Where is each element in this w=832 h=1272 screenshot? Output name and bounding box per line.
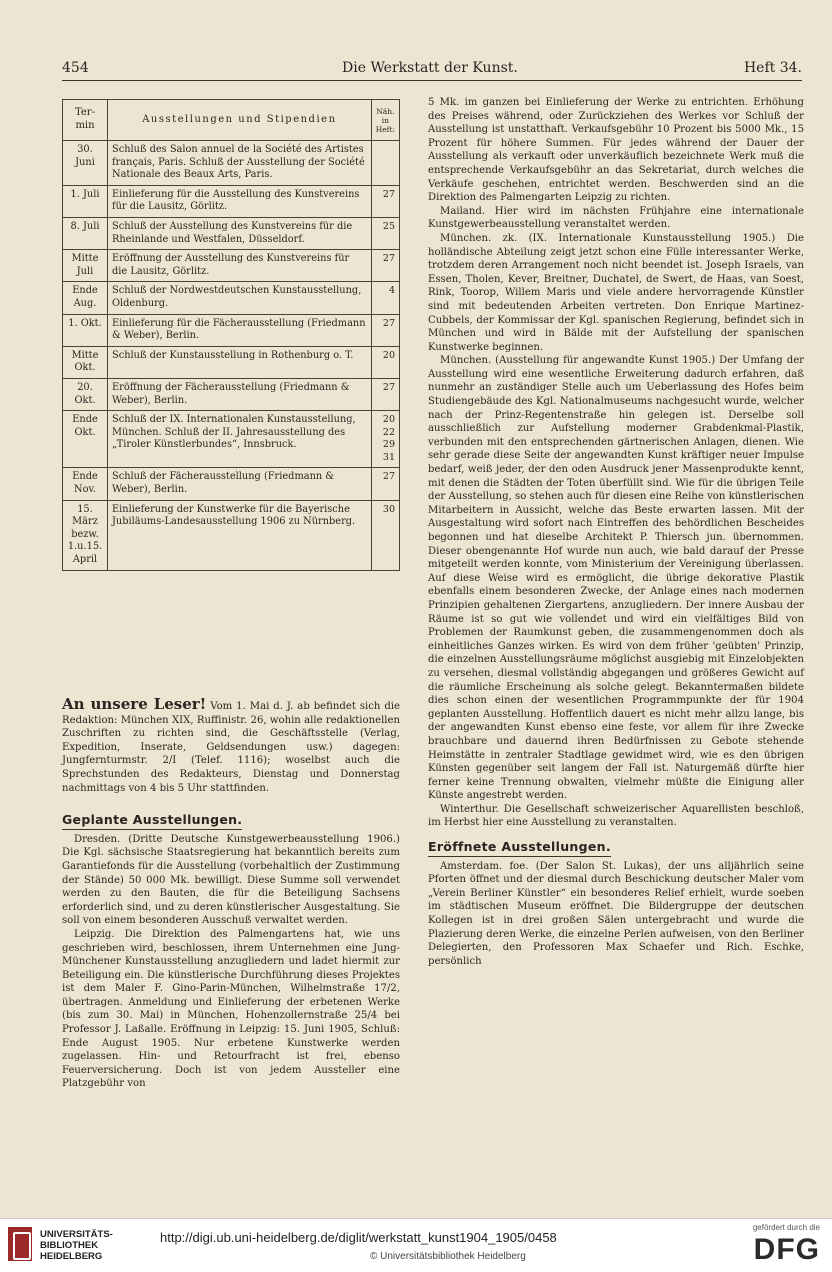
row-text: Einlieferung für die Ausstellung des Kunstvereins für die Lausitz, Görlitz. xyxy=(108,185,372,217)
row-text: Schluß der Nordwestdeutschen Kunstausstellung, Oldenburg. xyxy=(108,282,372,314)
funding-note: gefördert durch die xyxy=(752,1223,820,1232)
paragraph-winterthur: Winterthur. Die Gesellschaft schweizerischer Aquarellisten beschloß, im Herbst hier eine Ausstellung zu veranstalten. xyxy=(428,803,804,829)
table-row xyxy=(63,185,400,217)
paragraph-continued: 5 Mk. im ganzen bei Einlieferung der Werke zu entrichten. Erhöhung des Preises während, oder Zurückziehen des Werkes vor Schluß der Ausstellung ist unstatthaft. Verkaufsgebühr 10 Prozent bis 5000 Mk., 15 Prozent für höhere Summen. Für jedes während der Dauer der Ausstellung als verkauft oder unverkäuflich bezeichnete Werk muß die entsprechende Verkaufsgebühr an das Sekretariat, durch welches die Verkäufe geschehen, entrichtet werden. Beschwerden sind an die Direktion des Palmengarten Leipzig zu richten. xyxy=(428,97,804,204)
copyright-notice: © Universitätsbibliothek Heidelberg xyxy=(370,1251,526,1262)
paragraph-amsterdam: Amsterdam. foe. (Der Salon St. Lukas), der uns alljährlich seine Pforten öffnet und der diesmal durch Beschickung deutscher Maler vom „Verein Berliner Künstler“ ein besonderes Relief erhielt, wurde soeben im städtischen Museum eröffnet. Die Bildergruppe der deutschen Kollegen ist in drei großen Sälen untergebracht und wurde die Plazierung deren Werke, die einzelne Perlen aufweisen, von den Berliner Delegierten, den Professoren Max Schaefer und Rich. Eschke, persönlich xyxy=(428,860,804,967)
table-row xyxy=(63,346,400,378)
paragraph-muenchen-2: München. (Ausstellung für angewandte Kunst 1905.) Der Umfang der Ausstellung wird eine wesentliche Erweiterung dadurch erfahren, daß nunmehr an zuständiger Stelle auch um Ueberlassung des Hofes beim Studiengebäude des Kgl. Nationalmuseums nachgesucht wurde, welcher nach der Prinz-Regentenstraße hin gelegen ist. Derselbe soll ausschließlich zur Aufstellung moderner Grabdenkmal-Plastik, verbunden mit den entsprechenden gärtnerischen Anlagen, dienen. Wie sehr gerade diese Seite der angewandten Kunst kräftiger neuer Impulse bedarf, weiß jeder, der den oden Ausdruck jener Massenprodukte kennt, mit denen die Städten der Toten überfüllt sind. Wie für die übrigen Teile der Ausstellung, so stehen auch für diesen eine Reihe von künstlerischen Mitarbeitern in Aussicht, welche das Beste erwarten lassen. Mit der Ausgestaltung wird sofort nach Eintreffen des behördlichen Bescheides begonnen und hat dieselbe Architekt P. Thiersch jun. übernommen. Dieser obengenannte Hof wurde nun auch, wie bald darauf der Presse mitgeteilt werden konnte, vom Ministerium der Vereinigung überlassen. Auf diese Weise wird es ermöglicht, die übrige dekorative Plastik ebenfalls einem besonderen Zwecke, der Anlage eines nach modernen Prinzipien gehaltenen Ziergartens, anzugliedern. Der innere Ausbau der Räume ist so gut wie vollendet und wird ein vielfältiges Bild von Problemen der Raumkunst geben, die zusammengenommen doch als einheitliches Ganzes wirken. Es wird von dem früher 'geübten' Prinzip, die einzelnen Ausstellungsräume möglichst ausgiebig mit Einzelobjekten zu versehen, diesmal vollständig abgegangen und größeres Gewicht auf die räumliche Erscheinung als solche gelegt. Bekanntermaßen bildete dies schon einen der wesentlichen Programmpunkte der für 1904 geplanten Ausstellung. Hoffentlich dauert es nicht mehr allzu lange, bis der angewandten Kunst ebenso eine feste, vor allem für ihre Zwecke brauchbare und dauernd ihren Bedürfnissen zu Gebote stehende Heimstätte in zentraler Stadtlage gewidmet wird, wie es den übrigen Künsten gegenüber seit langem der Fall ist. Naturgemäß dürfte hier ferner keine Trennung obwalten, vielmehr müßte die Einigung aller Künste angestrebt werden. xyxy=(428,355,804,802)
dfg-logo: DFG xyxy=(753,1233,820,1266)
running-header xyxy=(62,52,802,81)
section-heading-planned: Geplante Ausstellungen. xyxy=(62,813,400,827)
row-date: Mitte Juli xyxy=(63,250,108,282)
row-text: Schluß der Fächerausstellung (Friedmann & Weber), Berlin. xyxy=(108,468,372,500)
table-row xyxy=(63,468,400,500)
notice-text: Vom 1. Mai d. J. ab befindet sich die Redaktion: München XIX, Ruffinistr. 26, wohin alle redaktionellen Zuschriften zu richten sind, die Geschäftsstelle (Verlag, Expedition, Inserate, Geldsendungen usw.) dagegen: Jungfernturmstr. 2/I (Telef. 1116); woselbst auch die Sprechstunden des Redakteurs, Dienstag und Donnerstag nachmittags von 4 bis 5 Uhr stattfinden. xyxy=(62,701,400,794)
row-text: Eröffnung der Ausstellung des Kunstvereins für die Lausitz, Görlitz. xyxy=(108,250,372,282)
row-date: 8. Juli xyxy=(63,217,108,249)
table-row xyxy=(63,141,400,186)
row-text: Einlieferung für die Fächerausstellung (Friedmann & Weber), Berlin. xyxy=(108,314,372,346)
paragraph-leipzig: Leipzig. Die Direktion des Palmengartens hat, wie uns geschrieben wird, beschlossen, ihrem Unternehmen eine Jung-Münchener Kunstausstellung anzugliedern und ladet hiermit zur Beteiligung ein. Die künstlerische Durchführung dieses Projektes ist dem Maler F. Gino-Parin-München, Wilhelmstraße 17/2, übertragen. Anmeldung und Einlieferung der erbetenen Werke (bis zum 30. Mai) in München, Hohenzollernstraße 25/4 bei Professor J. Laßalle. Eröffnung in Leipzig: 15. Juni 1905, Schluß: Ende August 1905. Nur erbetene Kunstwerke werden zugelassen. Hin- und Retourfracht ist frei, ebenso Feuerversicherung. Doch ist von jedem Aussteller eine Platzgebühr von xyxy=(62,928,400,1090)
row-page: 27 xyxy=(371,185,399,217)
row-date: Ende Okt. xyxy=(63,411,108,468)
table-row xyxy=(63,411,400,468)
section-heading-opened: Eröffnete Ausstellungen. xyxy=(428,840,804,854)
table-row xyxy=(63,314,400,346)
university-library-logo-icon xyxy=(8,1227,32,1261)
paragraph-dresden: Dresden. (Dritte Deutsche Kunstgewerbeausstellung 1906.) Die Kgl. sächsische Staatsregierung hat bekanntlich bereits zum Garantiefonds für die Ausstellung (vorbehaltlich der Zustimmung der Stände) 50 000 Mk. bewilligt. Diese Summe soll verwendet werden zu den Bauten, die für die Beteiligung Sachsens erforderlich sind, und zu deren künstlerischer Ausgestaltung. Sie soll von einem besonderen Ausschuß verwaltet werden. xyxy=(62,833,400,927)
row-text: Schluß der IX. Internationalen Kunstausstellung, München. Schluß der II. Jahresausstellung des „Tiroler Künstlerbundes“, Innsbruck. xyxy=(108,411,372,468)
col-date-header: Ter-min xyxy=(63,100,108,141)
exhibitions-table xyxy=(62,99,400,571)
table-row xyxy=(63,500,400,570)
row-date: Ende Aug. xyxy=(63,282,108,314)
row-page: 30 xyxy=(371,500,399,570)
row-text: Schluß der Kunstausstellung in Rothenburg o. T. xyxy=(108,346,372,378)
row-text: Schluß des Salon annuel de la Société des Artistes français, Paris. Schluß der Ausstellung der Société Nationale des Beaux Arts, Paris. xyxy=(108,141,372,186)
library-name: UNIVERSITÄTS-BIBLIOTHEK HEIDELBERG xyxy=(40,1229,113,1262)
row-date: Mitte Okt. xyxy=(63,346,108,378)
row-date: 20. Okt. xyxy=(63,378,108,410)
row-page: 27 xyxy=(371,314,399,346)
row-date: 30. Juni xyxy=(63,141,108,186)
notice-paragraph xyxy=(62,695,400,795)
row-page: 25 xyxy=(371,217,399,249)
row-page: 27 xyxy=(371,468,399,500)
row-page: 27 xyxy=(371,250,399,282)
table-row xyxy=(63,282,400,314)
notice-heading: An unsere Leser! xyxy=(62,695,207,713)
row-date: Ende Nov. xyxy=(63,468,108,500)
row-page: 4 xyxy=(371,282,399,314)
row-date: 15. März bezw. 1.u.15. April xyxy=(63,500,108,570)
table-row xyxy=(63,217,400,249)
col-page-header: Näh. in Heft: xyxy=(371,100,399,141)
row-date: 1. Okt. xyxy=(63,314,108,346)
row-page: 27 xyxy=(371,378,399,410)
viewer-footer xyxy=(0,1218,832,1272)
table-header-row xyxy=(63,100,400,141)
paragraph-muenchen-1: München. zk. (IX. Internationale Kunstausstellung 1905.) Die holländische Abteilung zeigt jetzt schon eine Fülle interessanter Werke, trotzdem deren Arrangement noch nicht beendet ist. Joseph Israels, van Essen, Tholen, Kever, Breitner, Duchatel, de Swert, de Haas, van Soest, Rink, Toorop, Willem Maris und viele andere hervorragende Künstler sind mit bedeutenden Arbeiten vertreten. Don Enrique Martinez-Cubbels, der Kommissar der Kgl. spanischen Regierung, befindet sich in München und wird in Bälde mit der Aufstellung der spanischen Kunstwerke beginnen. xyxy=(428,232,804,353)
row-page xyxy=(371,141,399,186)
right-column-text xyxy=(428,96,804,968)
col-title-header: Ausstellungen und Stipendien xyxy=(108,100,372,141)
row-text: Einlieferung der Kunstwerke für die Bayerische Jubiläums-Landesausstellung 1906 zu Nürnberg. xyxy=(108,500,372,570)
permalink-url[interactable]: http://digi.ub.uni-heidelberg.de/diglit/werkstatt_kunst1904_1905/0458 xyxy=(160,1230,557,1245)
left-column-text xyxy=(62,695,400,1091)
table-row xyxy=(63,250,400,282)
row-text: Eröffnung der Fächerausstellung (Friedmann & Weber), Berlin. xyxy=(108,378,372,410)
journal-title: Die Werkstatt der Kunst. xyxy=(342,60,518,76)
table-row xyxy=(63,378,400,410)
paragraph-mailand: Mailand. Hier wird im nächsten Frühjahre eine internationale Kunstgewerbeausstellung veranstaltet werden. xyxy=(428,205,804,231)
row-text: Schluß der Ausstellung des Kunstvereins für die Rheinlande und Westfalen, Düsseldorf. xyxy=(108,217,372,249)
page-number: 454 xyxy=(62,60,89,76)
row-date: 1. Juli xyxy=(63,185,108,217)
row-page: 20 22 29 31 xyxy=(371,411,399,468)
issue-number: Heft 34. xyxy=(743,60,802,76)
row-page: 20 xyxy=(371,346,399,378)
